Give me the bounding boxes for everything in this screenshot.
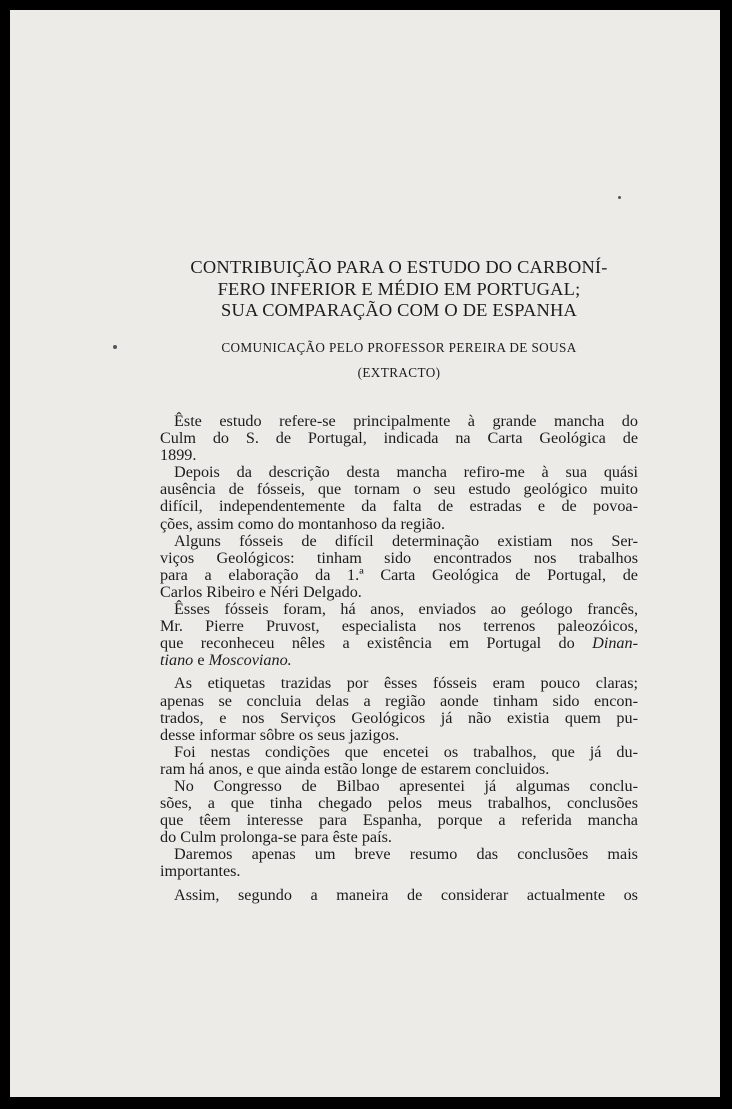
text-line: sões, a que tinha chegado pelos meus trabalhos, conclusões — [160, 794, 638, 813]
document-subtitle: COMUNICAÇÃO PELO PROFESSOR PEREIRA DE SOUSA — [221, 340, 577, 355]
text-line-with-italic: que reconheceu nêles a existência em Portugal do Dinan- — [160, 634, 638, 653]
text-line: viços Geológicos: tinham sido encontrados nos trabalhos — [160, 548, 638, 567]
paragraph — [160, 413, 638, 464]
paragraph — [160, 778, 638, 846]
paragraph — [160, 846, 638, 880]
text-line: ções, assim como do montanhoso da região. — [160, 514, 446, 533]
paragraph — [160, 675, 638, 743]
text-line: 1899. — [160, 446, 197, 465]
text-line: Culm do S. de Portugal, indicada na Carta Geológica de — [160, 429, 638, 448]
paragraph — [160, 744, 638, 778]
text-line: que têem interesse para Espanha, porque a referida mancha — [160, 811, 638, 830]
text-line: Mr. Pierre Pruvost, especialista nos terrenos paleozóicos, — [160, 617, 638, 636]
text-line: Alguns fósseis de difícil determinação existiam nos Ser- — [174, 531, 638, 550]
paragraph — [160, 601, 638, 669]
text-line: Êste estudo refere-se principalmente à grande mancha do — [174, 412, 638, 430]
text-line: trados, e nos Serviços Geológicos já não existia quem pu- — [160, 708, 638, 727]
text-line: Carlos Ribeiro e Néri Delgado. — [160, 582, 362, 601]
extract-label: (EXTRACTO) — [357, 365, 441, 380]
italic-term: Dinan- — [592, 634, 638, 653]
text-line: As etiquetas trazidas por êsses fósseis eram pouco claras; — [174, 674, 638, 693]
italic-term: Moscoviano. — [208, 651, 292, 670]
paragraph — [160, 533, 638, 601]
text-line: importantes. — [160, 862, 241, 881]
text-line: Daremos apenas um breve resumo das conclusões mais — [174, 845, 638, 864]
text-line: Foi nestas condições que encetei os trabalhos, que já du- — [174, 742, 638, 761]
text-line: ram há anos, e que ainda estão longe de estarem concluidos. — [160, 759, 550, 778]
document-page — [10, 10, 720, 1097]
text-line: apenas se concluia delas a região aonde tinham sido encon- — [160, 691, 638, 710]
text-line: do Culm prolonga-se para êste país. — [160, 828, 392, 847]
title-line: SUA COMPARAÇÃO COM O DE ESPANHA — [221, 300, 577, 320]
italic-term: tiano — [160, 651, 194, 670]
paragraph — [160, 887, 638, 904]
text-line: desse informar sôbre os seus jazigos. — [160, 725, 400, 744]
text-line-with-italic: tiano e Moscoviano. — [160, 651, 292, 670]
ink-speck — [113, 345, 117, 349]
body-text — [160, 413, 638, 904]
text-line: ausência de fósseis, que tornam o seu estudo geológico muito — [160, 480, 638, 499]
text-line: No Congresso de Bilbao apresentei já algumas conclu- — [174, 776, 638, 795]
title-line: FERO INFERIOR E MÉDIO EM PORTUGAL; — [217, 278, 581, 299]
ink-speck — [618, 196, 621, 199]
text-line: para a elaboração da 1.ª Carta Geológica de Portugal, de — [160, 565, 638, 584]
document-title — [160, 257, 638, 322]
text-line: Depois da descrição desta mancha refiro-me à sua quási — [174, 463, 638, 482]
text-line: Êsses fósseis foram, há anos, enviados ao geólogo francês, — [174, 600, 638, 619]
title-line: CONTRIBUIÇÃO PARA O ESTUDO DO CARBONÍ- — [190, 257, 608, 277]
paragraph — [160, 464, 638, 532]
text-line: Assim, segundo a maneira de considerar actualmente os — [174, 885, 638, 904]
text-line: difícil, independentemente da falta de estradas e de povoa- — [160, 497, 638, 516]
